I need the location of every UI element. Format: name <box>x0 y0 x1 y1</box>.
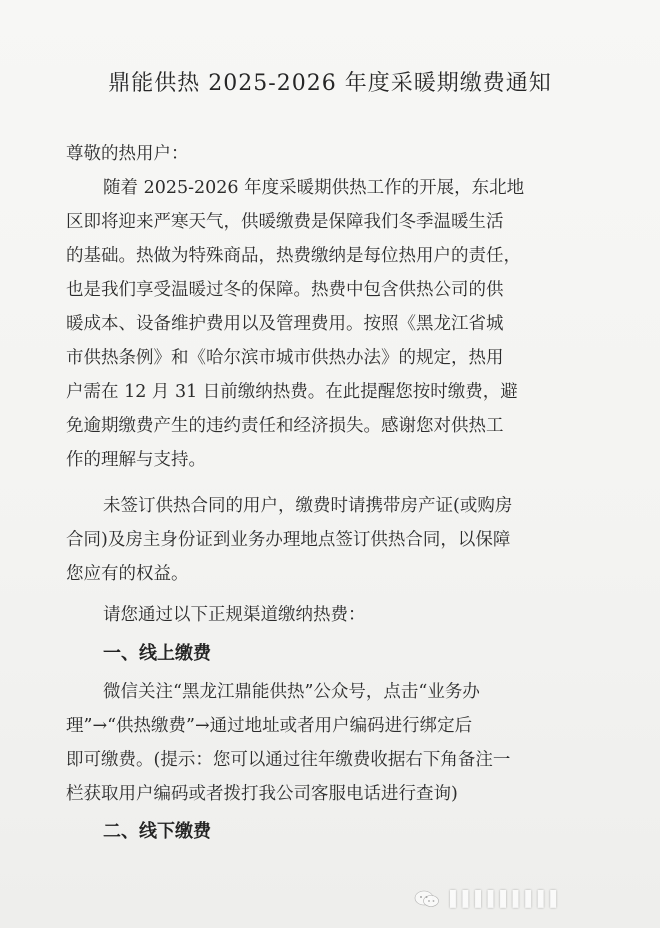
body-line: 的基础。热做为特殊商品，热费缴纳是每位热用户的责任， <box>66 246 521 266</box>
body-line: 您应有的权益。 <box>66 564 189 584</box>
body-line: 合同)及房主身份证到业务办理地点签订供热合同，以保障 <box>66 530 511 550</box>
body-line: 随着 2025-2026 年度采暖期供热工作的开展，东北地 <box>103 178 525 198</box>
section-line: 理”→“供热缴费”→通过地址或者用户编码进行绑定后 <box>66 716 473 736</box>
body-line: 市供热条例》和《哈尔滨市城市供热办法》的规定，热用 <box>66 348 504 368</box>
body-line: 免逾期缴费产生的违约责任和经济损失。感谢您对供热工 <box>66 416 504 436</box>
watermark-text: ▌▌▌▌▌▌▌▌▌ <box>450 890 563 908</box>
section-heading-online: 一、线上缴费 <box>103 643 211 664</box>
body-line: 区即将迎来严寒天气，供暖缴费是保障我们冬季温暖生活 <box>66 212 504 232</box>
body-line: 也是我们享受温暖过冬的保障。热费中包含供热公司的供 <box>66 280 504 300</box>
body-line: 暖成本、设备维护费用以及管理费用。按照《黑龙江省城 <box>66 314 504 334</box>
body-line: 请您通过以下正规渠道缴纳热费： <box>103 605 366 625</box>
body-line: 户需在 12 月 31 日前缴纳热费。在此提醒您按时缴费，避 <box>66 382 518 402</box>
section-line: 微信关注“黑龙江鼎能供热”公众号，点击“业务办 <box>103 682 480 702</box>
section-line: 即可缴费。(提示：您可以通过往年缴费收据右下角备注一 <box>66 750 511 770</box>
body-line: 未签订供热合同的用户，缴费时请携带房产证(或购房 <box>103 496 513 516</box>
salutation: 尊敬的热用户： <box>66 144 189 164</box>
watermark <box>412 884 644 914</box>
body-line: 作的理解与支持。 <box>66 450 206 470</box>
document-title: 鼎能供热 2025-2026 年度采暖期缴费通知 <box>108 71 552 96</box>
section-line: 栏获取用户编码或者拨打我公司客服电话进行查询) <box>66 784 458 804</box>
wechat-icon <box>412 888 442 910</box>
section-heading-offline: 二、线下缴费 <box>103 821 211 842</box>
